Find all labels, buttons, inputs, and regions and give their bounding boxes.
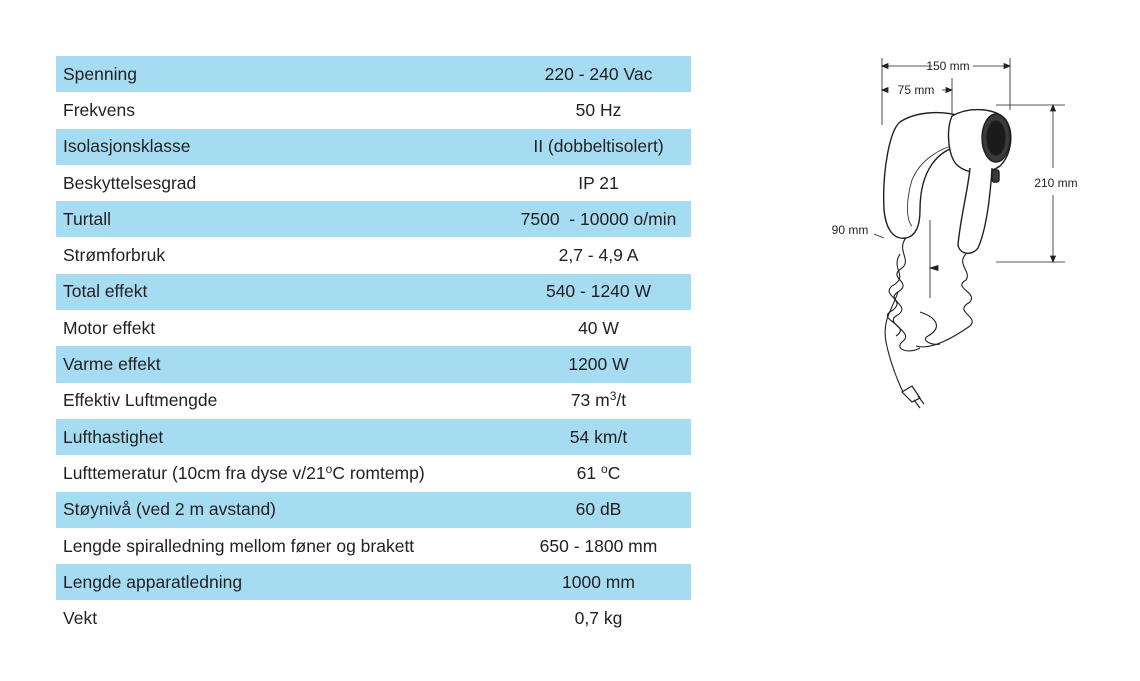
spec-value: 54 km/t: [569, 426, 628, 447]
spec-label: Støynivå (ved 2 m avstand): [63, 499, 276, 520]
spec-row: [56, 383, 691, 419]
spec-label: Lengde spiralledning mellom føner og brakett: [63, 535, 415, 556]
spec-row: [56, 492, 691, 528]
hair-dryer-drawing: [820, 50, 1120, 430]
spec-row: [56, 346, 691, 382]
spec-label: Strømforbruk: [63, 245, 166, 266]
spec-row: [56, 528, 691, 564]
spec-label: Effektiv Luftmengde: [63, 390, 218, 411]
spec-row: [56, 564, 691, 600]
spec-value: 50 Hz: [575, 99, 622, 120]
spec-row: [56, 92, 691, 128]
spec-row: [56, 455, 691, 491]
spec-table: [56, 56, 691, 637]
spec-value: 1000 mm: [562, 571, 635, 592]
spec-row: [56, 56, 691, 92]
dim-width-label: 150 mm: [926, 59, 970, 73]
spec-value: 540 - 1240 W: [545, 281, 652, 302]
dim-height-label: 210 mm: [1034, 176, 1078, 190]
spec-row: [56, 201, 691, 237]
spec-row: [56, 165, 691, 201]
spec-row: [56, 310, 691, 346]
coiled-cord: [885, 238, 972, 394]
spec-label: Varme effekt: [63, 354, 161, 375]
spec-label: Lufttemeratur (10cm fra dyse v/21$^o$C romtemp): [63, 461, 425, 483]
spec-value: 61 $^o$C: [576, 461, 621, 483]
spec-label: Motor effekt: [63, 317, 156, 338]
dryer-body: [949, 110, 1011, 254]
spec-label: Lufthastighet: [63, 426, 164, 447]
spec-value: 2,7 - 4,9 A: [558, 245, 639, 266]
spec-label: Vekt: [63, 608, 98, 629]
dim-half-label: 75 mm: [897, 83, 935, 97]
plug-icon: [902, 386, 924, 408]
spec-value: II (dobbeltisolert): [533, 136, 664, 157]
spec-row: [56, 237, 691, 273]
spec-label: Spenning: [63, 63, 137, 84]
spec-label: Frekvens: [63, 99, 135, 120]
spec-value: 650 - 1800 mm: [539, 535, 658, 556]
dim-depth-label: 90 mm: [831, 223, 869, 237]
spec-label: Total effekt: [63, 281, 148, 302]
spec-label: Isolasjonsklasse: [63, 136, 191, 157]
spec-row: [56, 419, 691, 455]
spec-value: 220 - 240 Vac: [544, 63, 653, 84]
spec-value: 1200 W: [568, 354, 629, 375]
spec-row: [56, 129, 691, 165]
spec-label: Turtall: [63, 208, 111, 229]
spec-value: 60 dB: [575, 499, 622, 520]
spec-value: IP 21: [578, 172, 619, 193]
spec-value: 7500 - 10000 o/min: [520, 208, 677, 229]
spec-label: Beskyttelsesgrad: [63, 172, 197, 193]
spec-label: Lengde apparatledning: [63, 571, 243, 592]
spec-row: [56, 274, 691, 310]
spec-row: [56, 600, 691, 636]
spec-value: 0,7 kg: [574, 608, 623, 629]
spec-value: 40 W: [578, 317, 619, 338]
spec-value: 73 $m^3/t$: [570, 389, 627, 411]
